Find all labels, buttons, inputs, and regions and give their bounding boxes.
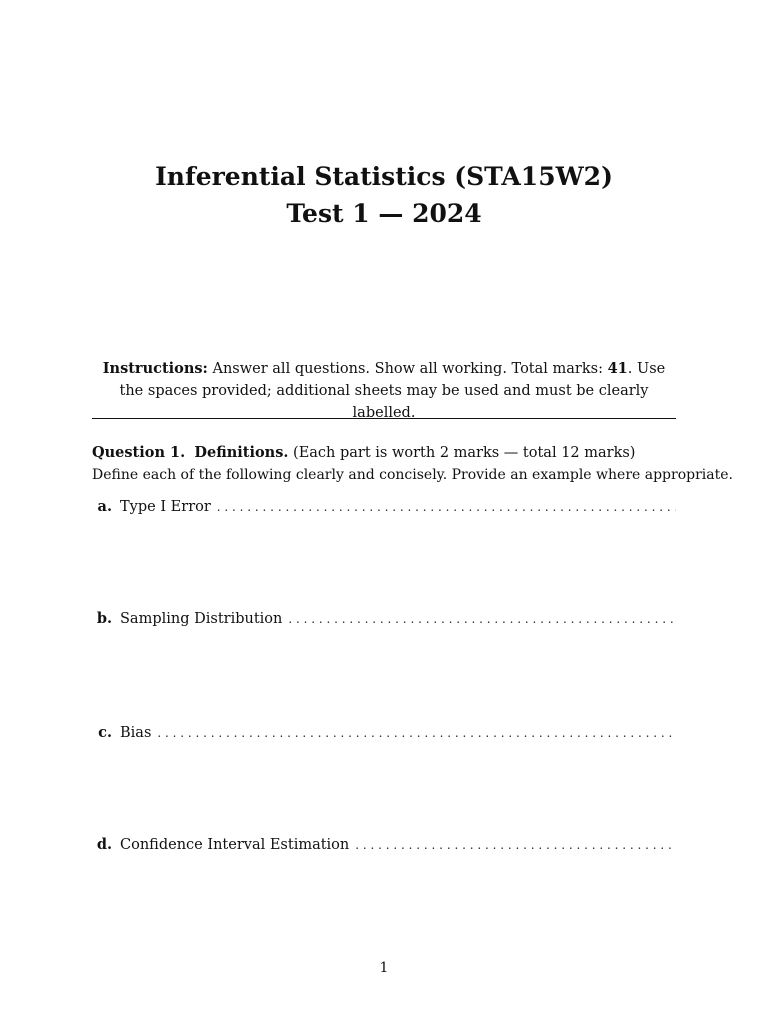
page-number: 1 <box>379 960 389 976</box>
course-title: Inferential Statistics (STA15W2) <box>155 162 613 191</box>
instructions-text-end: . Use the spaces provided; additional sheets may be used and must be clearly labelled. <box>119 361 666 421</box>
item-term: Bias <box>120 725 152 741</box>
test-title: Test 1 — 2024 <box>286 199 482 228</box>
question-heading <box>92 442 692 464</box>
question-1-header <box>92 442 733 486</box>
item-letter: b. <box>96 610 112 627</box>
instructions <box>92 358 676 424</box>
dotted-leader <box>157 723 676 743</box>
question-label: Question 1. <box>92 444 186 461</box>
total-marks: 41 <box>607 360 628 377</box>
definition-item-c <box>92 723 676 743</box>
question-title: Definitions. <box>194 444 289 461</box>
definition-item-d <box>92 835 676 855</box>
question-marks-note: (Each part is worth 2 marks — total 12 marks) <box>293 445 636 461</box>
dotted-leader <box>288 609 676 629</box>
definition-item-a <box>92 497 676 517</box>
instructions-label: Instructions: <box>102 360 208 377</box>
item-term: Confidence Interval Estimation <box>120 837 350 853</box>
dotted-leader <box>355 835 676 855</box>
item-letter: a. <box>97 498 112 515</box>
dotted-leader <box>217 497 676 517</box>
item-term: Type I Error <box>120 499 211 515</box>
definition-item-b <box>92 609 676 629</box>
divider-rule <box>92 418 676 419</box>
question-description: Define each of the following clearly and concisely. Provide an example where appropriate. <box>92 467 733 483</box>
instructions-text-start: Answer all questions. Show all working. Total marks: <box>207 361 608 377</box>
item-letter: d. <box>96 836 112 853</box>
item-letter: c. <box>98 724 112 741</box>
item-term: Sampling Distribution <box>120 611 283 627</box>
exam-title <box>0 158 768 232</box>
